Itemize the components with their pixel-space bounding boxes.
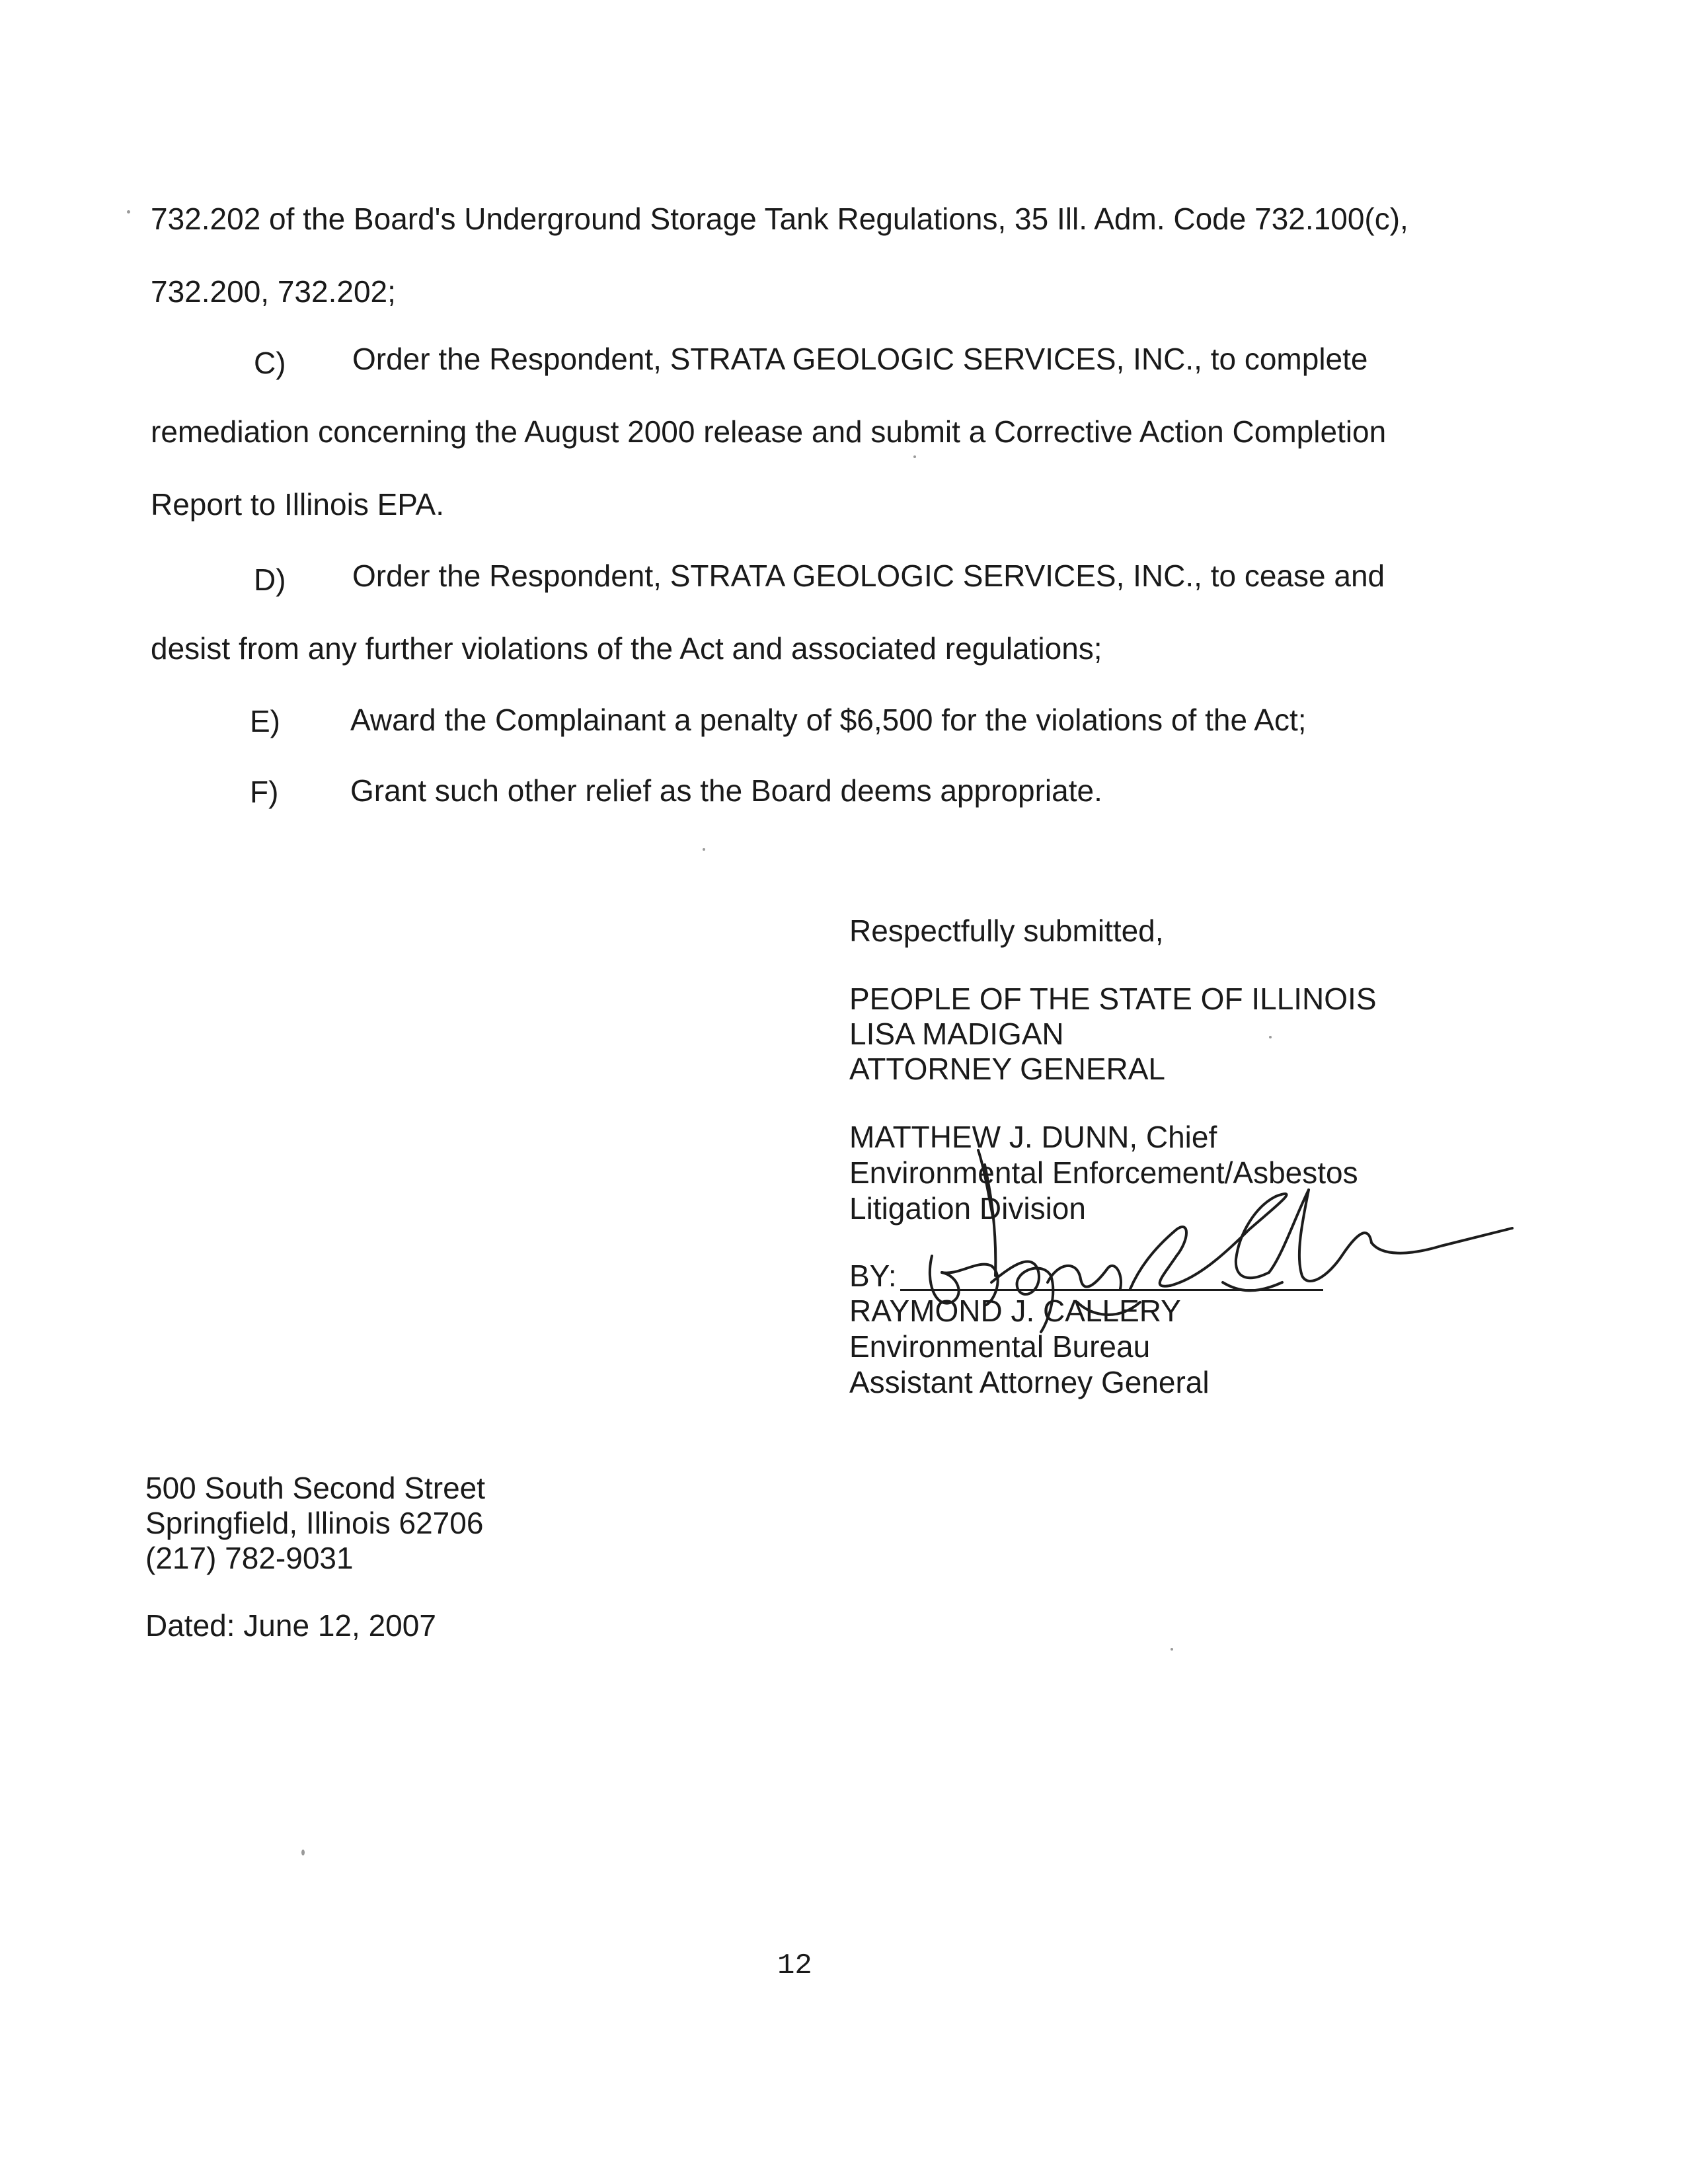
item-d-line: desist from any further violations of the Act and associated regulations; — [151, 631, 1102, 666]
item-c-line: Report to Illinois EPA. — [151, 487, 445, 522]
scan-speck — [703, 848, 705, 851]
scan-speck — [913, 455, 916, 458]
chief-line: Environmental Enforcement/Asbestos — [849, 1155, 1358, 1190]
party-line: LISA MADIGAN — [849, 1017, 1064, 1051]
item-e-line: Award the Complainant a penalty of $6,500 for the violations of the Act; — [350, 703, 1307, 737]
scan-speck — [1269, 1036, 1272, 1038]
signer-bureau: Environmental Bureau — [849, 1329, 1151, 1364]
signer-name: RAYMOND J. CALLERY — [849, 1294, 1181, 1328]
item-label-f: F) — [250, 775, 279, 809]
item-f-line: Grant such other relief as the Board deems appropriate. — [350, 773, 1102, 808]
scan-speck — [301, 1850, 305, 1855]
paragraph-line: 732.200, 732.202; — [151, 274, 396, 309]
signer-title: Assistant Attorney General — [849, 1365, 1210, 1399]
party-line: ATTORNEY GENERAL — [849, 1052, 1166, 1086]
item-c-line: Order the Respondent, STRATA GEOLOGIC SERVICES, INC., to complete — [352, 342, 1368, 376]
chief-line: Litigation Division — [849, 1191, 1086, 1226]
handwritten-signature — [879, 1124, 1514, 1348]
by-label: BY: — [849, 1259, 897, 1293]
party-line: PEOPLE OF THE STATE OF ILLINOIS — [849, 982, 1377, 1016]
item-label-c: C) — [254, 346, 286, 380]
dated-line: Dated: June 12, 2007 — [145, 1608, 436, 1643]
chief-line: MATTHEW J. DUNN, Chief — [849, 1120, 1217, 1154]
item-label-e: E) — [250, 704, 280, 738]
item-label-d: D) — [254, 563, 286, 597]
scan-speck — [1171, 1648, 1173, 1651]
closing-text: Respectfully submitted, — [849, 914, 1164, 948]
address-city: Springfield, Illinois 62706 — [145, 1506, 484, 1540]
address-phone: (217) 782-9031 — [145, 1541, 354, 1575]
address-street: 500 South Second Street — [145, 1471, 486, 1505]
page-number: 12 — [777, 1949, 812, 1982]
paragraph-line: 732.202 of the Board's Underground Storage Tank Regulations, 35 Ill. Adm. Code 732.100(c), — [151, 202, 1408, 236]
item-d-line: Order the Respondent, STRATA GEOLOGIC SERVICES, INC., to cease and — [352, 559, 1385, 593]
item-c-line: remediation concerning the August 2000 release and submit a Corrective Action Completion — [151, 414, 1387, 449]
scan-speck — [127, 210, 130, 214]
